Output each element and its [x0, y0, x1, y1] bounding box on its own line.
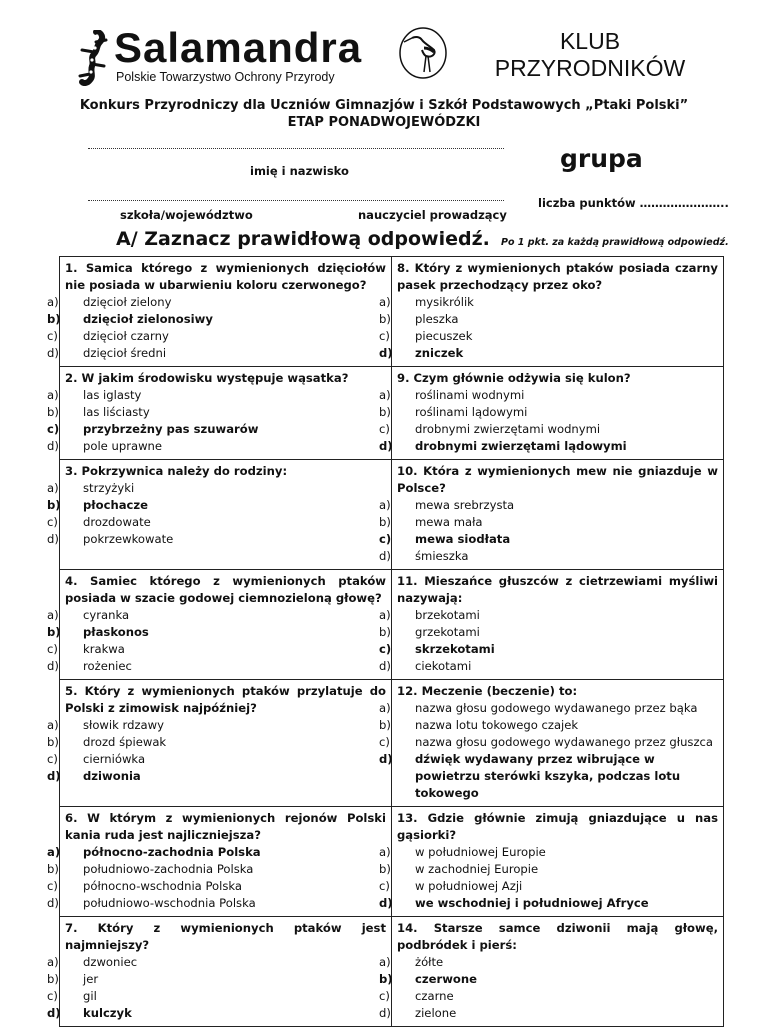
club-title: [470, 28, 710, 82]
option-text: roślinami lądowymi: [415, 405, 528, 419]
answer-option[interactable]: [47, 844, 386, 861]
answer-option[interactable]: [379, 641, 718, 658]
option-letter: d): [379, 346, 393, 360]
option-letter: a): [379, 388, 391, 402]
answer-option[interactable]: [379, 717, 718, 734]
answer-option[interactable]: [47, 294, 386, 311]
option-text: w południowej Azji: [415, 879, 523, 893]
question-cell: [379, 807, 724, 917]
option-text: nazwa lotu tokowego czajek: [415, 718, 579, 732]
option-text: brzekotami: [415, 608, 480, 622]
stork-logo-icon: [398, 26, 448, 80]
option-text: śmieszka: [415, 549, 469, 563]
answer-option[interactable]: [379, 514, 718, 531]
brand-subtitle: Polskie Towarzystwo Ochrony Przyrody: [116, 70, 335, 84]
club-title-line2: PRZYRODNIKÓW: [494, 55, 686, 81]
answer-option[interactable]: [379, 438, 718, 455]
option-letter: c): [47, 329, 58, 343]
option-text: dziwonia: [83, 769, 141, 783]
question-cell: [47, 460, 392, 570]
answer-option[interactable]: [379, 531, 718, 548]
answer-option[interactable]: [379, 497, 718, 514]
option-letter: b): [379, 515, 391, 529]
answer-option[interactable]: [47, 311, 386, 328]
option-text: zniczek: [415, 346, 464, 360]
answer-option[interactable]: [379, 421, 718, 438]
option-letter: b): [379, 312, 391, 326]
option-text: zielone: [415, 1006, 457, 1020]
option-letter: c): [47, 515, 58, 529]
question-cell: [47, 367, 392, 460]
points-label: liczba punktów …………………..: [538, 196, 729, 210]
option-text: przybrzeżny pas szuwarów: [83, 422, 259, 436]
answer-option[interactable]: [379, 328, 718, 345]
answer-option[interactable]: [47, 954, 386, 971]
answer-option[interactable]: [47, 531, 386, 548]
answer-option[interactable]: [47, 404, 386, 421]
option-text: roślinami wodnymi: [415, 388, 525, 402]
option-text: cierniówka: [83, 752, 146, 766]
answer-option[interactable]: [379, 311, 718, 328]
question-cell: [379, 367, 724, 460]
answer-option[interactable]: [379, 387, 718, 404]
option-letter: b): [379, 718, 391, 732]
answer-option[interactable]: [379, 861, 718, 878]
option-letter: d): [379, 752, 393, 766]
option-text: dzięcioł czarny: [83, 329, 169, 343]
option-letter: d): [47, 896, 59, 910]
option-text: nazwa głosu godowego wydawanego przez głuszca: [415, 735, 714, 749]
answer-option[interactable]: [379, 988, 718, 1005]
question-text: 13. Gdzie głównie zimują gniazdujące u nas gąsiorki?: [397, 811, 718, 842]
option-text: czarne: [415, 989, 454, 1003]
answer-option[interactable]: [47, 641, 386, 658]
option-letter: d): [47, 1006, 61, 1020]
question-text: 9. Czym głównie odżywia się kulon?: [397, 371, 631, 385]
option-letter: d): [47, 439, 59, 453]
salamander-icon: [76, 30, 112, 86]
option-text: dzięcioł średni: [83, 346, 167, 360]
option-text: dzięcioł zielony: [83, 295, 172, 309]
group-label: grupa: [560, 144, 643, 173]
answer-option[interactable]: [379, 404, 718, 421]
option-text: dźwięk wydawany przez wibrujące w powietrzu sterówki kszyka, podczas lotu tokowego: [415, 752, 681, 800]
brand-name: Salamandra: [114, 24, 363, 71]
question-cell: [379, 257, 724, 367]
answer-option[interactable]: [379, 658, 718, 675]
answer-option[interactable]: [379, 294, 718, 311]
option-text: gil: [83, 989, 97, 1003]
option-letter: c): [379, 989, 390, 1003]
option-letter: a): [47, 845, 61, 859]
option-letter: a): [47, 718, 59, 732]
option-letter: a): [47, 388, 59, 402]
answer-option[interactable]: [379, 954, 718, 971]
option-letter: c): [379, 879, 390, 893]
option-text: las liściasty: [83, 405, 150, 419]
option-letter: b): [47, 405, 59, 419]
question-row: [60, 257, 724, 367]
question-text: 11. Mieszańce głuszców z cietrzewiami myśliwi nazywają:: [397, 574, 718, 605]
option-letter: b): [47, 625, 61, 639]
option-text: las iglasty: [83, 388, 142, 402]
option-text: czerwone: [415, 972, 477, 986]
option-letter: c): [379, 422, 390, 436]
option-letter: d): [379, 439, 393, 453]
question-cell: [47, 570, 392, 680]
option-letter: a): [47, 481, 59, 495]
option-letter: c): [47, 989, 58, 1003]
question-cell: [47, 807, 392, 917]
question-text: 14. Starsze samce dziwonii mają głowę, podbródek i pierś:: [397, 921, 718, 952]
question-cell: [379, 917, 724, 1027]
option-text: w południowej Europie: [415, 845, 546, 859]
question-text: 8. Który z wymienionych ptaków posiada czarny pasek przechodzący przez oko?: [397, 261, 718, 292]
option-letter: d): [379, 659, 391, 673]
question-row: [60, 570, 724, 680]
option-letter: d): [379, 1006, 391, 1020]
option-text: mysikrólik: [415, 295, 474, 309]
question-text: 1. Samica którego z wymienionych dzięciołów nie posiada w ubarwieniu koloru czerwonego?: [65, 261, 386, 292]
question-cell: [47, 257, 392, 367]
option-letter: c): [379, 329, 390, 343]
option-text: północno-zachodnia Polska: [83, 845, 261, 859]
contest-stage: ETAP PONADWOJEWÓDZKI: [287, 115, 481, 130]
option-letter: b): [379, 972, 393, 986]
option-letter: c): [379, 735, 390, 749]
option-letter: b): [47, 972, 59, 986]
option-text: drozd śpiewak: [83, 735, 167, 749]
answer-option[interactable]: [47, 751, 386, 768]
option-text: drozdowate: [83, 515, 151, 529]
option-text: dzwoniec: [83, 955, 138, 969]
option-text: nazwa głosu godowego wydawanego przez bąka: [415, 701, 698, 715]
answer-option[interactable]: [47, 734, 386, 751]
question-cell: [379, 570, 724, 680]
option-text: kulczyk: [83, 1006, 132, 1020]
answer-option[interactable]: [47, 861, 386, 878]
question-row: [60, 460, 724, 570]
option-letter: d): [47, 532, 59, 546]
option-letter: b): [47, 498, 61, 512]
option-letter: d): [47, 659, 59, 673]
option-text: pole uprawne: [83, 439, 163, 453]
option-letter: a): [379, 701, 391, 715]
option-letter: c): [379, 532, 392, 546]
question-cell: [47, 680, 392, 807]
option-letter: c): [379, 642, 392, 656]
answer-option[interactable]: [47, 717, 386, 734]
option-text: południowo-zachodnia Polska: [83, 862, 254, 876]
question-text: 4. Samiec którego z wymienionych ptaków posiada w szacie godowej ciemnozieloną głowę?: [65, 574, 386, 605]
option-letter: a): [379, 955, 391, 969]
question-text: 2. W jakim środowisku występuje wąsatka?: [65, 371, 349, 385]
option-text: południowo-wschodnia Polska: [83, 896, 256, 910]
page-header: [0, 0, 768, 100]
answer-option[interactable]: [47, 497, 386, 514]
answer-option[interactable]: [47, 768, 386, 785]
question-text: 10. Która z wymienionych mew nie gniazduje w Polsce?: [397, 464, 718, 495]
answer-option[interactable]: [47, 624, 386, 641]
option-text: drobnymi zwierzętami lądowymi: [415, 439, 627, 453]
section-heading: [116, 228, 729, 250]
answer-option[interactable]: [379, 1005, 718, 1022]
answer-option[interactable]: [47, 658, 386, 675]
answer-option[interactable]: [379, 700, 718, 717]
option-letter: d): [47, 769, 61, 783]
option-text: płochacze: [83, 498, 148, 512]
answer-option[interactable]: [379, 624, 718, 641]
question-cell: [379, 460, 724, 570]
school-label: szkoła/województwo: [120, 208, 253, 222]
option-text: w zachodniej Europie: [415, 862, 539, 876]
salamandra-logo: [76, 24, 363, 88]
option-letter: a): [379, 498, 391, 512]
answer-option[interactable]: [47, 971, 386, 988]
school-field-line[interactable]: [88, 200, 504, 201]
answer-option[interactable]: [379, 751, 718, 802]
answer-option[interactable]: [47, 480, 386, 497]
answer-option[interactable]: [47, 328, 386, 345]
option-letter: a): [379, 845, 391, 859]
contest-title: Konkurs Przyrodniczy dla Uczniów Gimnazjów i Szkół Podstawowych „Ptaki Polski”: [79, 98, 689, 113]
option-letter: a): [47, 955, 59, 969]
option-letter: b): [379, 862, 391, 876]
club-title-line1: KLUB: [559, 28, 621, 54]
answer-option[interactable]: [379, 734, 718, 751]
question-row: [60, 680, 724, 807]
option-letter: c): [47, 422, 60, 436]
option-text: pleszka: [415, 312, 459, 326]
option-text: ciekotami: [415, 659, 472, 673]
option-letter: b): [379, 405, 391, 419]
option-text: pokrzewkowate: [83, 532, 174, 546]
name-field-line[interactable]: [88, 148, 504, 149]
option-text: żółte: [415, 955, 444, 969]
option-text: dzięcioł zielonosiwy: [83, 312, 213, 326]
option-text: płaskonos: [83, 625, 149, 639]
option-letter: a): [47, 608, 59, 622]
question-text: 3. Pokrzywnica należy do rodziny:: [65, 464, 288, 478]
option-text: słowik rdzawy: [83, 718, 164, 732]
option-letter: b): [47, 312, 61, 326]
option-text: cyranka: [83, 608, 130, 622]
question-text: 5. Który z wymienionych ptaków przylatuje do Polski z zimowisk najpóźniej?: [65, 684, 386, 715]
answer-option[interactable]: [47, 988, 386, 1005]
section-note: Po 1 pkt. za każdą prawidłową odpowiedź.: [500, 237, 729, 248]
option-text: rożeniec: [83, 659, 132, 673]
answer-option[interactable]: [47, 345, 386, 362]
answer-option[interactable]: [379, 345, 718, 362]
question-cell: [379, 680, 724, 807]
answer-option[interactable]: [47, 387, 386, 404]
option-text: drobnymi zwierzętami wodnymi: [415, 422, 601, 436]
answer-option[interactable]: [47, 895, 386, 912]
question-text: 7. Który z wymienionych ptaków jest najmniejszy?: [65, 921, 386, 952]
answer-option[interactable]: [47, 421, 386, 438]
questions-table: [47, 256, 724, 1027]
option-text: północno-wschodnia Polska: [83, 879, 243, 893]
option-letter: d): [379, 896, 393, 910]
option-letter: b): [47, 735, 59, 749]
option-text: jer: [83, 972, 99, 986]
option-letter: a): [379, 608, 391, 622]
question-text: 6. W którym z wymienionych rejonów Polski kania ruda jest najliczniejsza?: [65, 811, 386, 842]
option-text: skrzekotami: [415, 642, 495, 656]
option-text: krakwa: [83, 642, 125, 656]
name-label: imię i nazwisko: [250, 164, 349, 178]
answer-option[interactable]: [379, 548, 718, 565]
option-text: we wschodniej i południowej Afryce: [415, 896, 649, 910]
option-letter: b): [379, 625, 391, 639]
question-row: [60, 367, 724, 460]
option-text: mewa mała: [415, 515, 483, 529]
answer-option[interactable]: [47, 438, 386, 455]
answer-option[interactable]: [379, 844, 718, 861]
teacher-label: nauczyciel prowadzący: [358, 208, 507, 222]
question-row: [60, 807, 724, 917]
option-text: mewa siodłata: [415, 532, 511, 546]
option-text: piecuszek: [415, 329, 473, 343]
answer-option[interactable]: [47, 1005, 386, 1022]
section-title: A/ Zaznacz prawidłową odpowiedź.: [116, 228, 490, 250]
answer-option[interactable]: [379, 607, 718, 624]
option-letter: c): [47, 642, 58, 656]
answer-option[interactable]: [47, 514, 386, 531]
option-letter: a): [47, 295, 59, 309]
option-text: mewa srebrzysta: [415, 498, 515, 512]
answer-option[interactable]: [379, 971, 718, 988]
option-letter: b): [47, 862, 59, 876]
answer-option[interactable]: [47, 878, 386, 895]
answer-option[interactable]: [379, 878, 718, 895]
option-letter: a): [379, 295, 391, 309]
option-letter: c): [47, 879, 58, 893]
answer-option[interactable]: [379, 895, 718, 912]
option-text: strzyżyki: [83, 481, 135, 495]
answer-option[interactable]: [47, 607, 386, 624]
option-letter: d): [47, 346, 59, 360]
question-text: 12. Meczenie (beczenie) to:: [397, 684, 578, 698]
question-cell: [47, 917, 392, 1027]
option-letter: c): [47, 752, 58, 766]
option-letter: d): [379, 549, 391, 563]
option-text: grzekotami: [415, 625, 480, 639]
question-row: [60, 917, 724, 1027]
